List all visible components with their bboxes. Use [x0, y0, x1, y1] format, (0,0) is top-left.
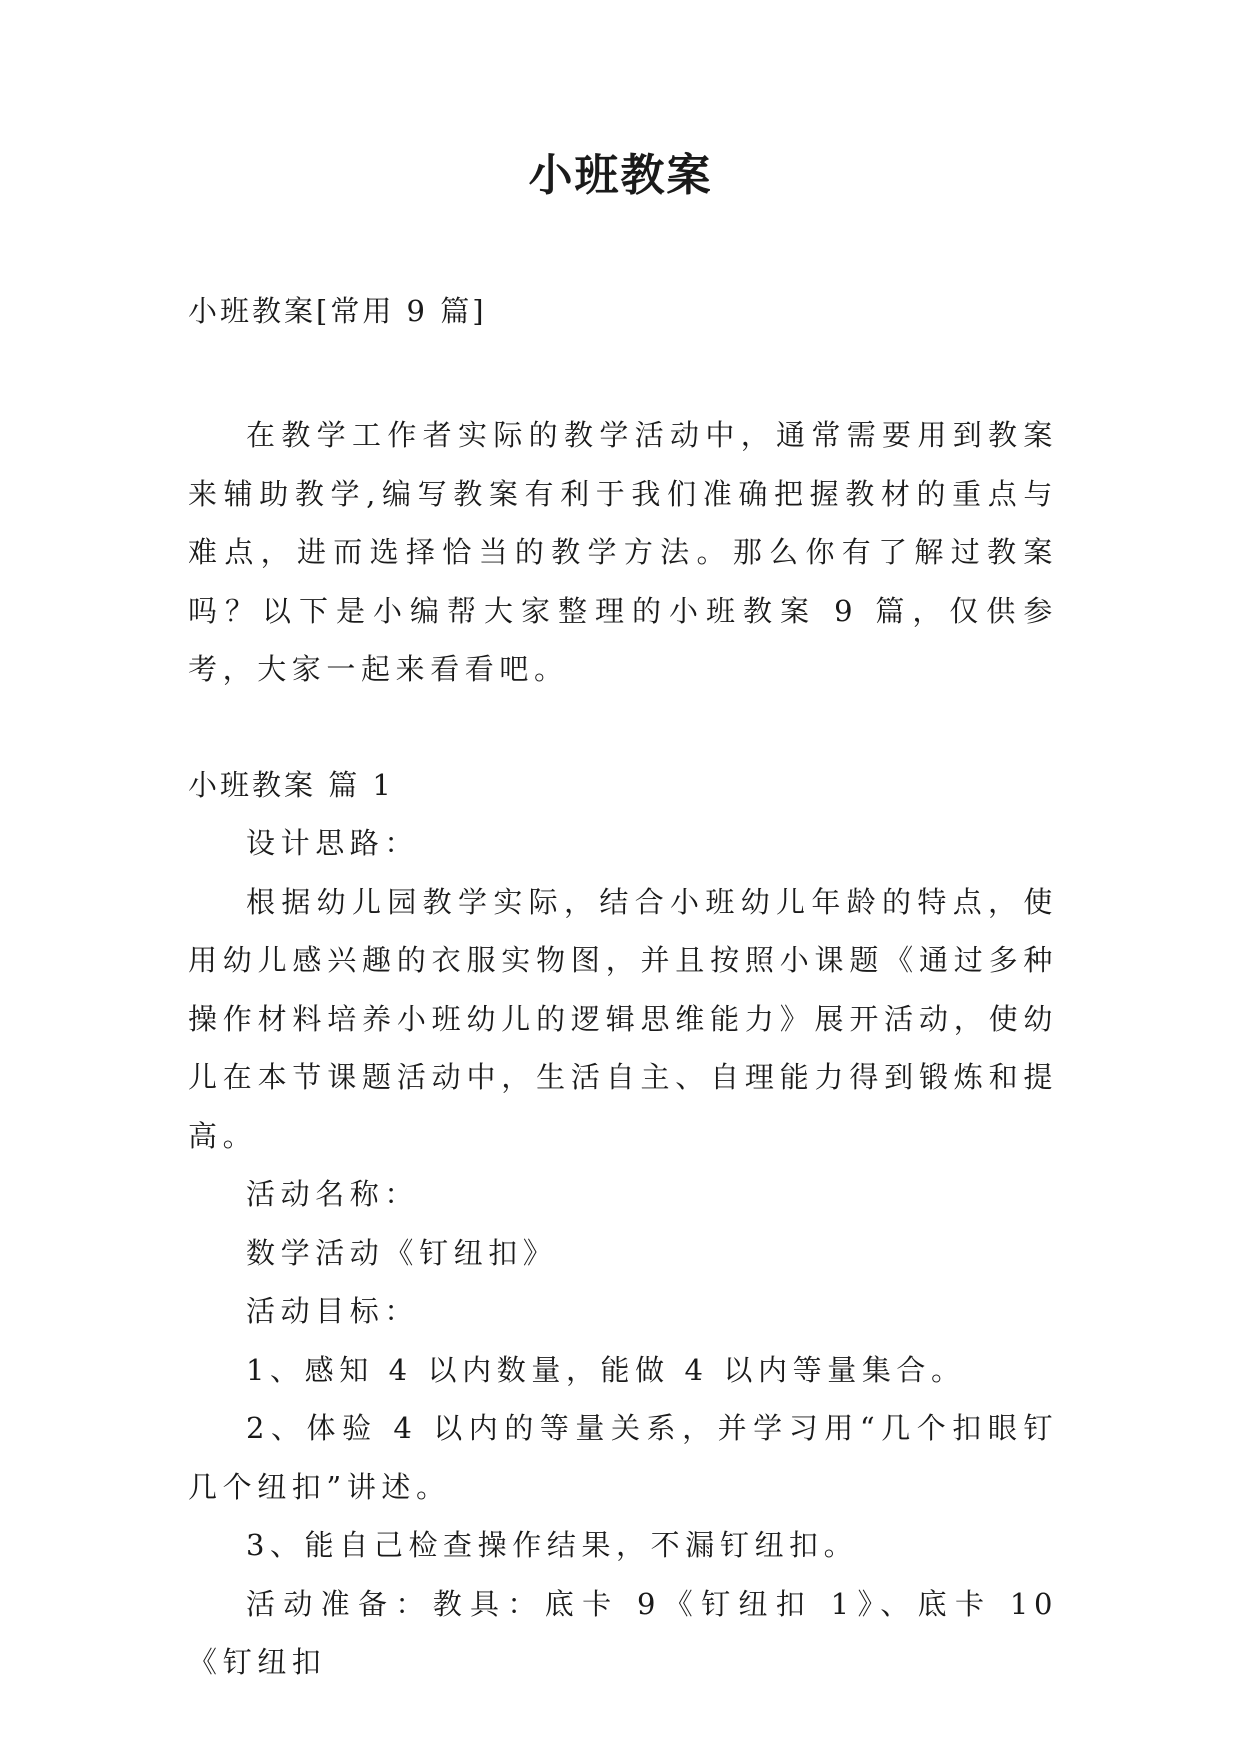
intro-paragraph: 在教学工作者实际的教学活动中，通常需要用到教案来辅助教学,编写教案有利于我们准确把握教材的重点与难点，进而选择恰当的教学方法。那么你有了解过教案吗？以下是小编帮大家整理的小班教案 9 篇，仅供参考，大家一起来看看吧。 — [188, 418, 1058, 686]
section-paragraph: 活动目标： — [246, 1294, 420, 1328]
section-paragraph: 1、感知 4 以内数量，能做 4 以内等量集合。 — [246, 1352, 966, 1387]
document-title: 小班教案 — [528, 150, 713, 201]
section-paragraph: 活动名称： — [246, 1177, 420, 1211]
document-subtitle: 小班教案[常用 9 篇] — [188, 294, 487, 328]
section-paragraph: 根据幼儿园教学实际，结合小班幼儿年龄的特点，使用幼儿感兴趣的衣服实物图，并且按照小课题《通过多种操作材料培养小班幼儿的逻辑思维能力》展开活动，使幼儿在本节课题活动中，生活自主、自理能力得到锻炼和提高。 — [188, 884, 1058, 1153]
intro-block — [188, 406, 1058, 699]
section-paragraph: 数学活动《钉纽扣》 — [246, 1235, 558, 1270]
section-paragraph: 3、能自己检查操作结果，不漏钉纽扣。 — [246, 1528, 859, 1562]
section-body — [188, 814, 1058, 1692]
section-heading: 小班教案 篇 1 — [188, 768, 394, 802]
section-paragraph: 设计思路： — [246, 826, 420, 860]
section-paragraph: 活动准备：教具：底卡 9《钉纽扣 1》、底卡 10《钉纽扣 — [188, 1586, 1058, 1679]
section-paragraph: 2、体验 4 以内的等量关系，并学习用“几个扣眼钉几个纽扣”讲述。 — [188, 1411, 1058, 1504]
